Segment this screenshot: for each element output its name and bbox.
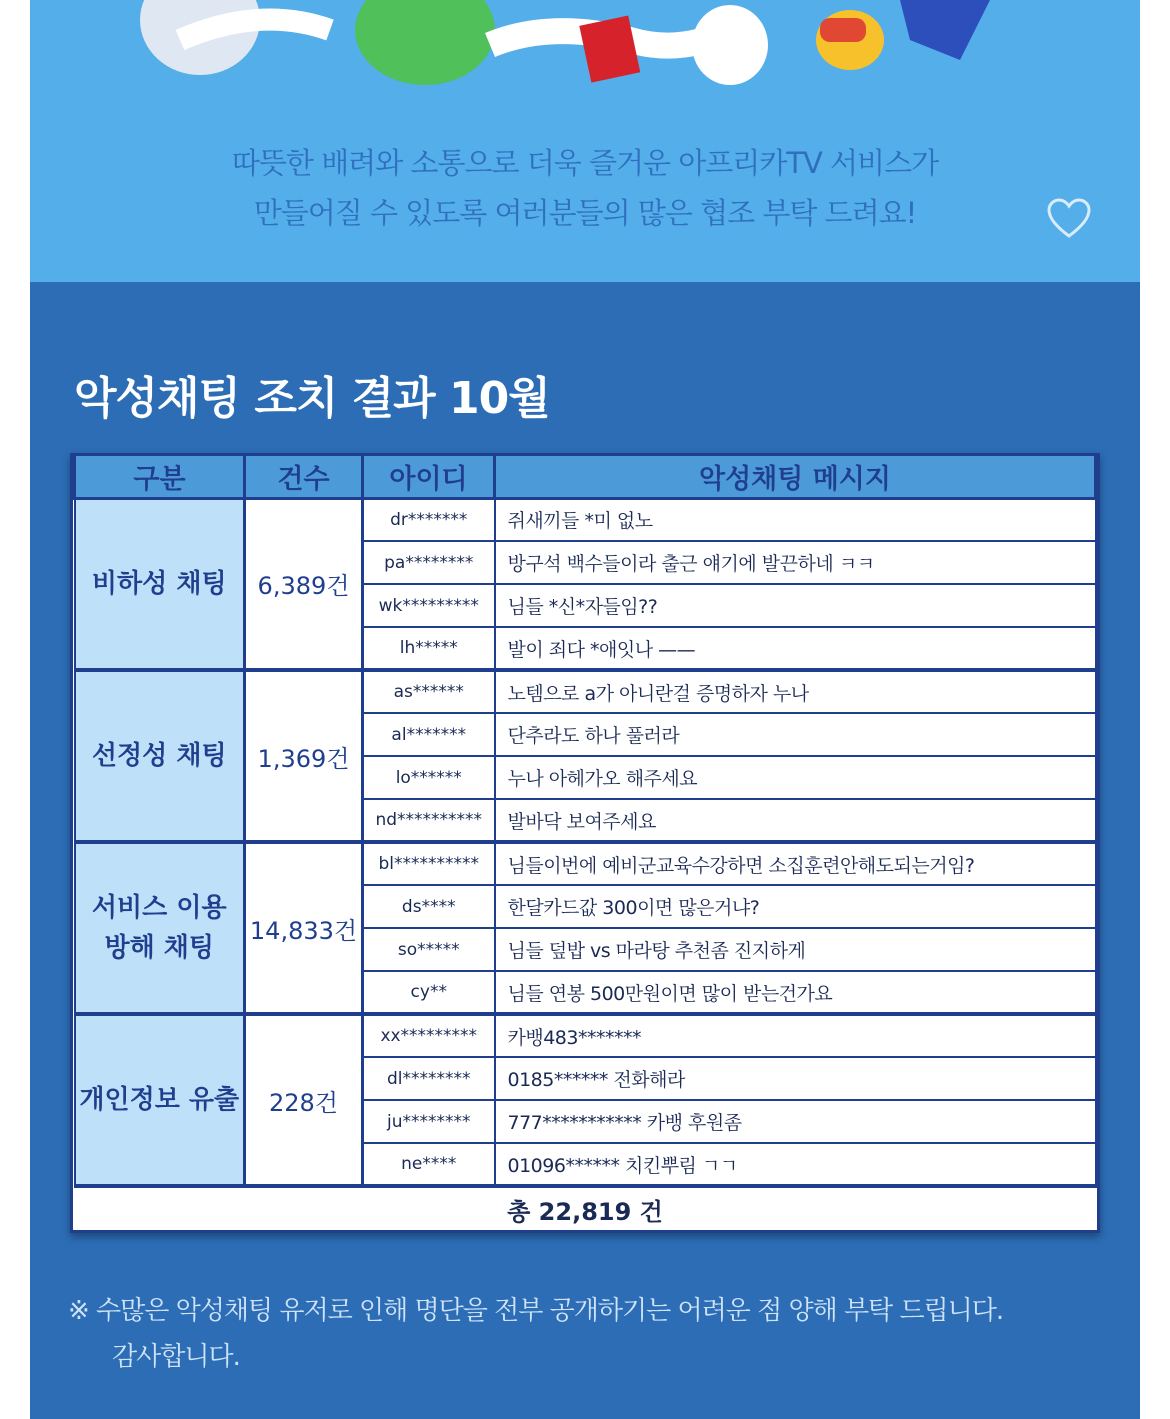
category-cell [75,842,245,1014]
category-cell: 선정성 채팅 [75,670,245,842]
chat-message: 노템으로 a가 아니란걸 증명하자 누나 [495,670,1096,713]
chat-message: 777*********** 카뱅 후원좀 [495,1100,1096,1143]
user-id: cy** [363,971,495,1014]
table-row [75,670,1096,713]
user-id: nd********** [363,799,495,842]
footer-note [68,1288,1003,1380]
chat-message: 단추라도 하나 풀러라 [495,713,1096,756]
user-id: wk********* [363,584,495,627]
header-category: 구분 [75,456,245,498]
chat-message: 님들 *신*자들임?? [495,584,1096,627]
user-id: xx********* [363,1014,495,1057]
intro-line-1: 따뜻한 배려와 소통으로 더욱 즐거운 아프리카TV 서비스가 [231,146,939,180]
chat-message: 님들 연봉 500만원이면 많이 받는건가요 [495,971,1096,1014]
table-header-row [75,456,1096,498]
chat-message: 님들이번에 예비군교육수강하면 소집훈련안해도되는거임? [495,842,1096,885]
user-id: ne**** [363,1143,495,1186]
category-cell: 비하성 채팅 [75,498,245,670]
results-table [70,453,1100,1233]
header-id: 아이디 [363,456,495,498]
count-cell: 6,389건 [245,498,363,670]
chat-message: 01096****** 치킨뿌림 ㄱㄱ [495,1143,1096,1186]
notice-page [30,0,1140,1419]
intro-line-2: 만들어질 수 있도록 여러분들의 많은 협조 부탁 드려요! [253,196,917,230]
chat-message: 발이 죄다 *애잇나 —— [495,627,1096,670]
chat-message: 한달카드값 300이면 많은거냐? [495,885,1096,928]
intro-text [30,138,1140,238]
user-id: bl********** [363,842,495,885]
user-id: lo****** [363,756,495,799]
heart-outline-icon [1046,196,1092,242]
chat-message: 발바닥 보여주세요 [495,799,1096,842]
chat-message: 쥐새끼들 *미 없노 [495,498,1096,541]
user-id: al******* [363,713,495,756]
user-id: lh***** [363,627,495,670]
table-row [75,498,1096,541]
user-id: pa******** [363,541,495,584]
user-id: ds**** [363,885,495,928]
total-row [75,1186,1096,1230]
note-line-2: 감사합니다. [112,1342,240,1372]
chat-message: 님들 덮밥 vs 마라탕 추천좀 진지하게 [495,928,1096,971]
user-id: ju******** [363,1100,495,1143]
count-cell: 1,369건 [245,670,363,842]
user-id: dl******** [363,1057,495,1100]
note-line-1: ※ 수많은 악성채팅 유저로 인해 명단을 전부 공개하기는 어려운 점 양해 부탁 드립니다. [68,1296,1004,1326]
total-count: 총 22,819 건 [507,1197,663,1226]
category-line-2: 방해 채팅 [104,933,215,963]
category-cell: 개인정보 유출 [75,1014,245,1186]
header-count: 건수 [245,456,363,498]
intro-banner [30,0,1140,282]
user-id: as****** [363,670,495,713]
user-id: so***** [363,928,495,971]
character-illustration [30,0,1140,110]
category-line-1: 서비스 이용 [91,893,227,923]
table-row [75,1014,1096,1057]
count-cell: 228건 [245,1014,363,1186]
header-message: 악성채팅 메시지 [495,456,1096,498]
table-row [75,842,1096,885]
count-cell: 14,833건 [245,842,363,1014]
section-title: 악성채팅 조치 결과 10월 [74,373,550,424]
chat-message: 0185****** 전화해라 [495,1057,1096,1100]
chat-message: 카뱅483******* [495,1014,1096,1057]
chat-message: 누나 아헤가오 해주세요 [495,756,1096,799]
chat-message: 방구석 백수들이라 출근 얘기에 발끈하네 ㅋㅋ [495,541,1096,584]
user-id: dr******* [363,498,495,541]
